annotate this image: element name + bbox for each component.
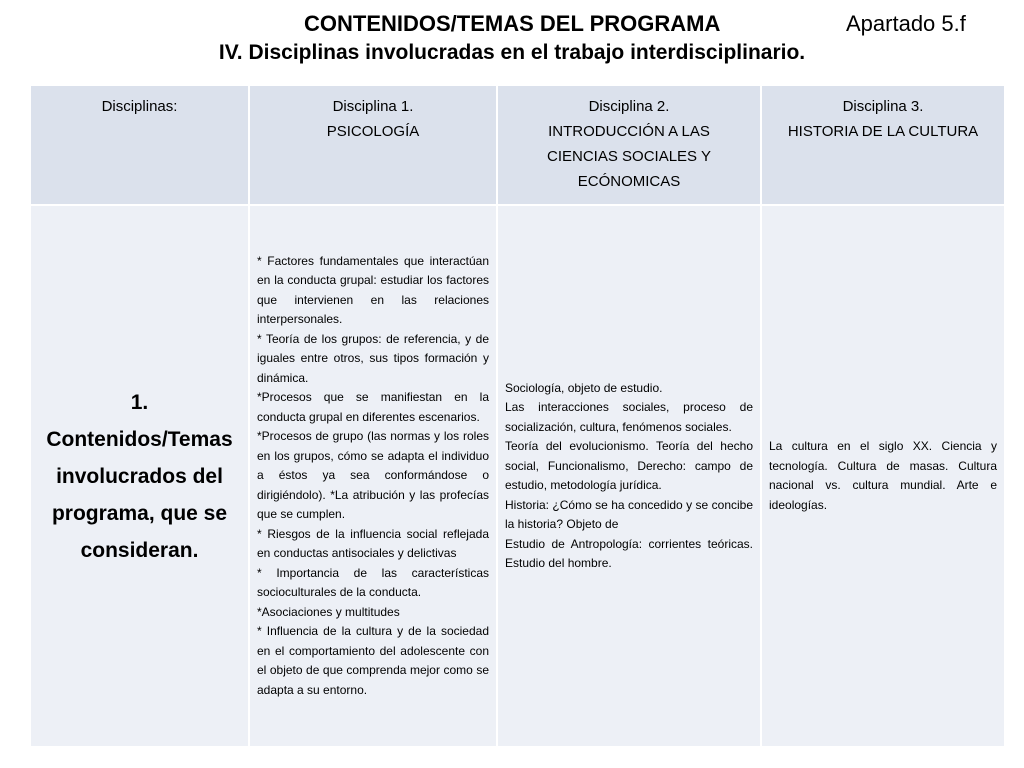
- header-cell-disciplina-1: [249, 85, 497, 205]
- header-line: PSICOLOGÍA: [326, 123, 420, 140]
- header-line: HISTORIA DE LA CULTURA: [787, 123, 979, 140]
- topic-item: * Influencia de la cultura y de la sociedad en el comportamiento del adolescente con el objeto de que comprenda mejor como se adapta a su entorno.: [257, 624, 489, 697]
- topic-item: * Teoría de los grupos: de referencia, y de iguales entre otros, sus tipos formación y dinámica.: [257, 331, 489, 385]
- cell-historia-cultura-content: [761, 205, 1005, 747]
- header-line: ECÓNOMICAS: [577, 173, 681, 190]
- row-label-cell: [30, 205, 249, 747]
- table-row-contenidos: [30, 205, 1005, 747]
- page-subtitle: IV. Disciplinas involucradas en el trabajo interdisciplinario.: [218, 41, 806, 64]
- topic-item: Estudio de Antropología: corrientes teóricas. Estudio del hombre.: [505, 536, 753, 570]
- topic-item: *Asociaciones y multitudes: [257, 604, 400, 619]
- topic-item: * Factores fundamentales que interactúan en la conducta grupal: estudiar los factores que intervienen en las relaciones interpersonales.: [257, 253, 489, 327]
- row-label-line: 1.: [130, 390, 149, 414]
- topic-item: *Procesos de grupo (las normas y los roles en los grupos, cómo se adapta el individuo a éstos ya sea conformándose o dirigiéndolo). *La atribución y las profecías que se cumplen.: [257, 429, 489, 522]
- header-line: Disciplina 2.: [588, 98, 670, 115]
- page-title: CONTENIDOS/TEMAS DEL PROGRAMA: [304, 11, 721, 36]
- topic-item: * Riesgos de la influencia social reflejada en conductas antisociales y delictivas: [257, 526, 489, 561]
- section-reference: Apartado 5.f: [846, 11, 966, 36]
- table-header-row: [30, 85, 1005, 205]
- disciplines-table: [29, 84, 1006, 748]
- header-line: CIENCIAS SOCIALES Y: [547, 148, 711, 165]
- topic-item: Teoría del evolucionismo. Teoría del hecho social, Funcionalismo, Derecho: campo de estudio, metodología jurídica.: [505, 439, 753, 492]
- cell-ciencias-sociales-content: [497, 205, 761, 747]
- topic-item: Sociología, objeto de estudio.: [505, 380, 663, 395]
- header-cell-disciplinas: [30, 85, 249, 205]
- topic-item: Las interacciones sociales, proceso de socialización, cultura, fenómenos sociales.: [505, 400, 753, 434]
- row-label-line: involucrados del: [56, 464, 223, 488]
- topic-item: Historia: ¿Cómo se ha concedido y se concibe la historia? Objeto de: [505, 497, 753, 531]
- topic-item: * Importancia de las características socioculturales de la conducta.: [257, 565, 489, 600]
- header-line: Disciplina 3.: [842, 98, 924, 115]
- title-bar: [0, 8, 1024, 40]
- header-label: Disciplinas:: [101, 98, 178, 115]
- row-label-line: Contenidos/Temas: [46, 427, 233, 451]
- topic-item: La cultura en el siglo XX. Ciencia y tecnología. Cultura de masas. Cultura nacional vs. cultura mundial. Arte e ideologías.: [769, 439, 997, 512]
- header-cell-disciplina-3: [761, 85, 1005, 205]
- cell-psicologia-content: [249, 205, 497, 747]
- row-label-line: consideran.: [80, 538, 199, 562]
- header-line: Disciplina 1.: [332, 98, 414, 115]
- header-cell-disciplina-2: [497, 85, 761, 205]
- header-line: INTRODUCCIÓN A LAS: [548, 123, 710, 140]
- row-label-line: programa, que se: [51, 501, 228, 525]
- topic-item: *Procesos que se manifiestan en la conducta grupal en diferentes escenarios.: [257, 390, 489, 424]
